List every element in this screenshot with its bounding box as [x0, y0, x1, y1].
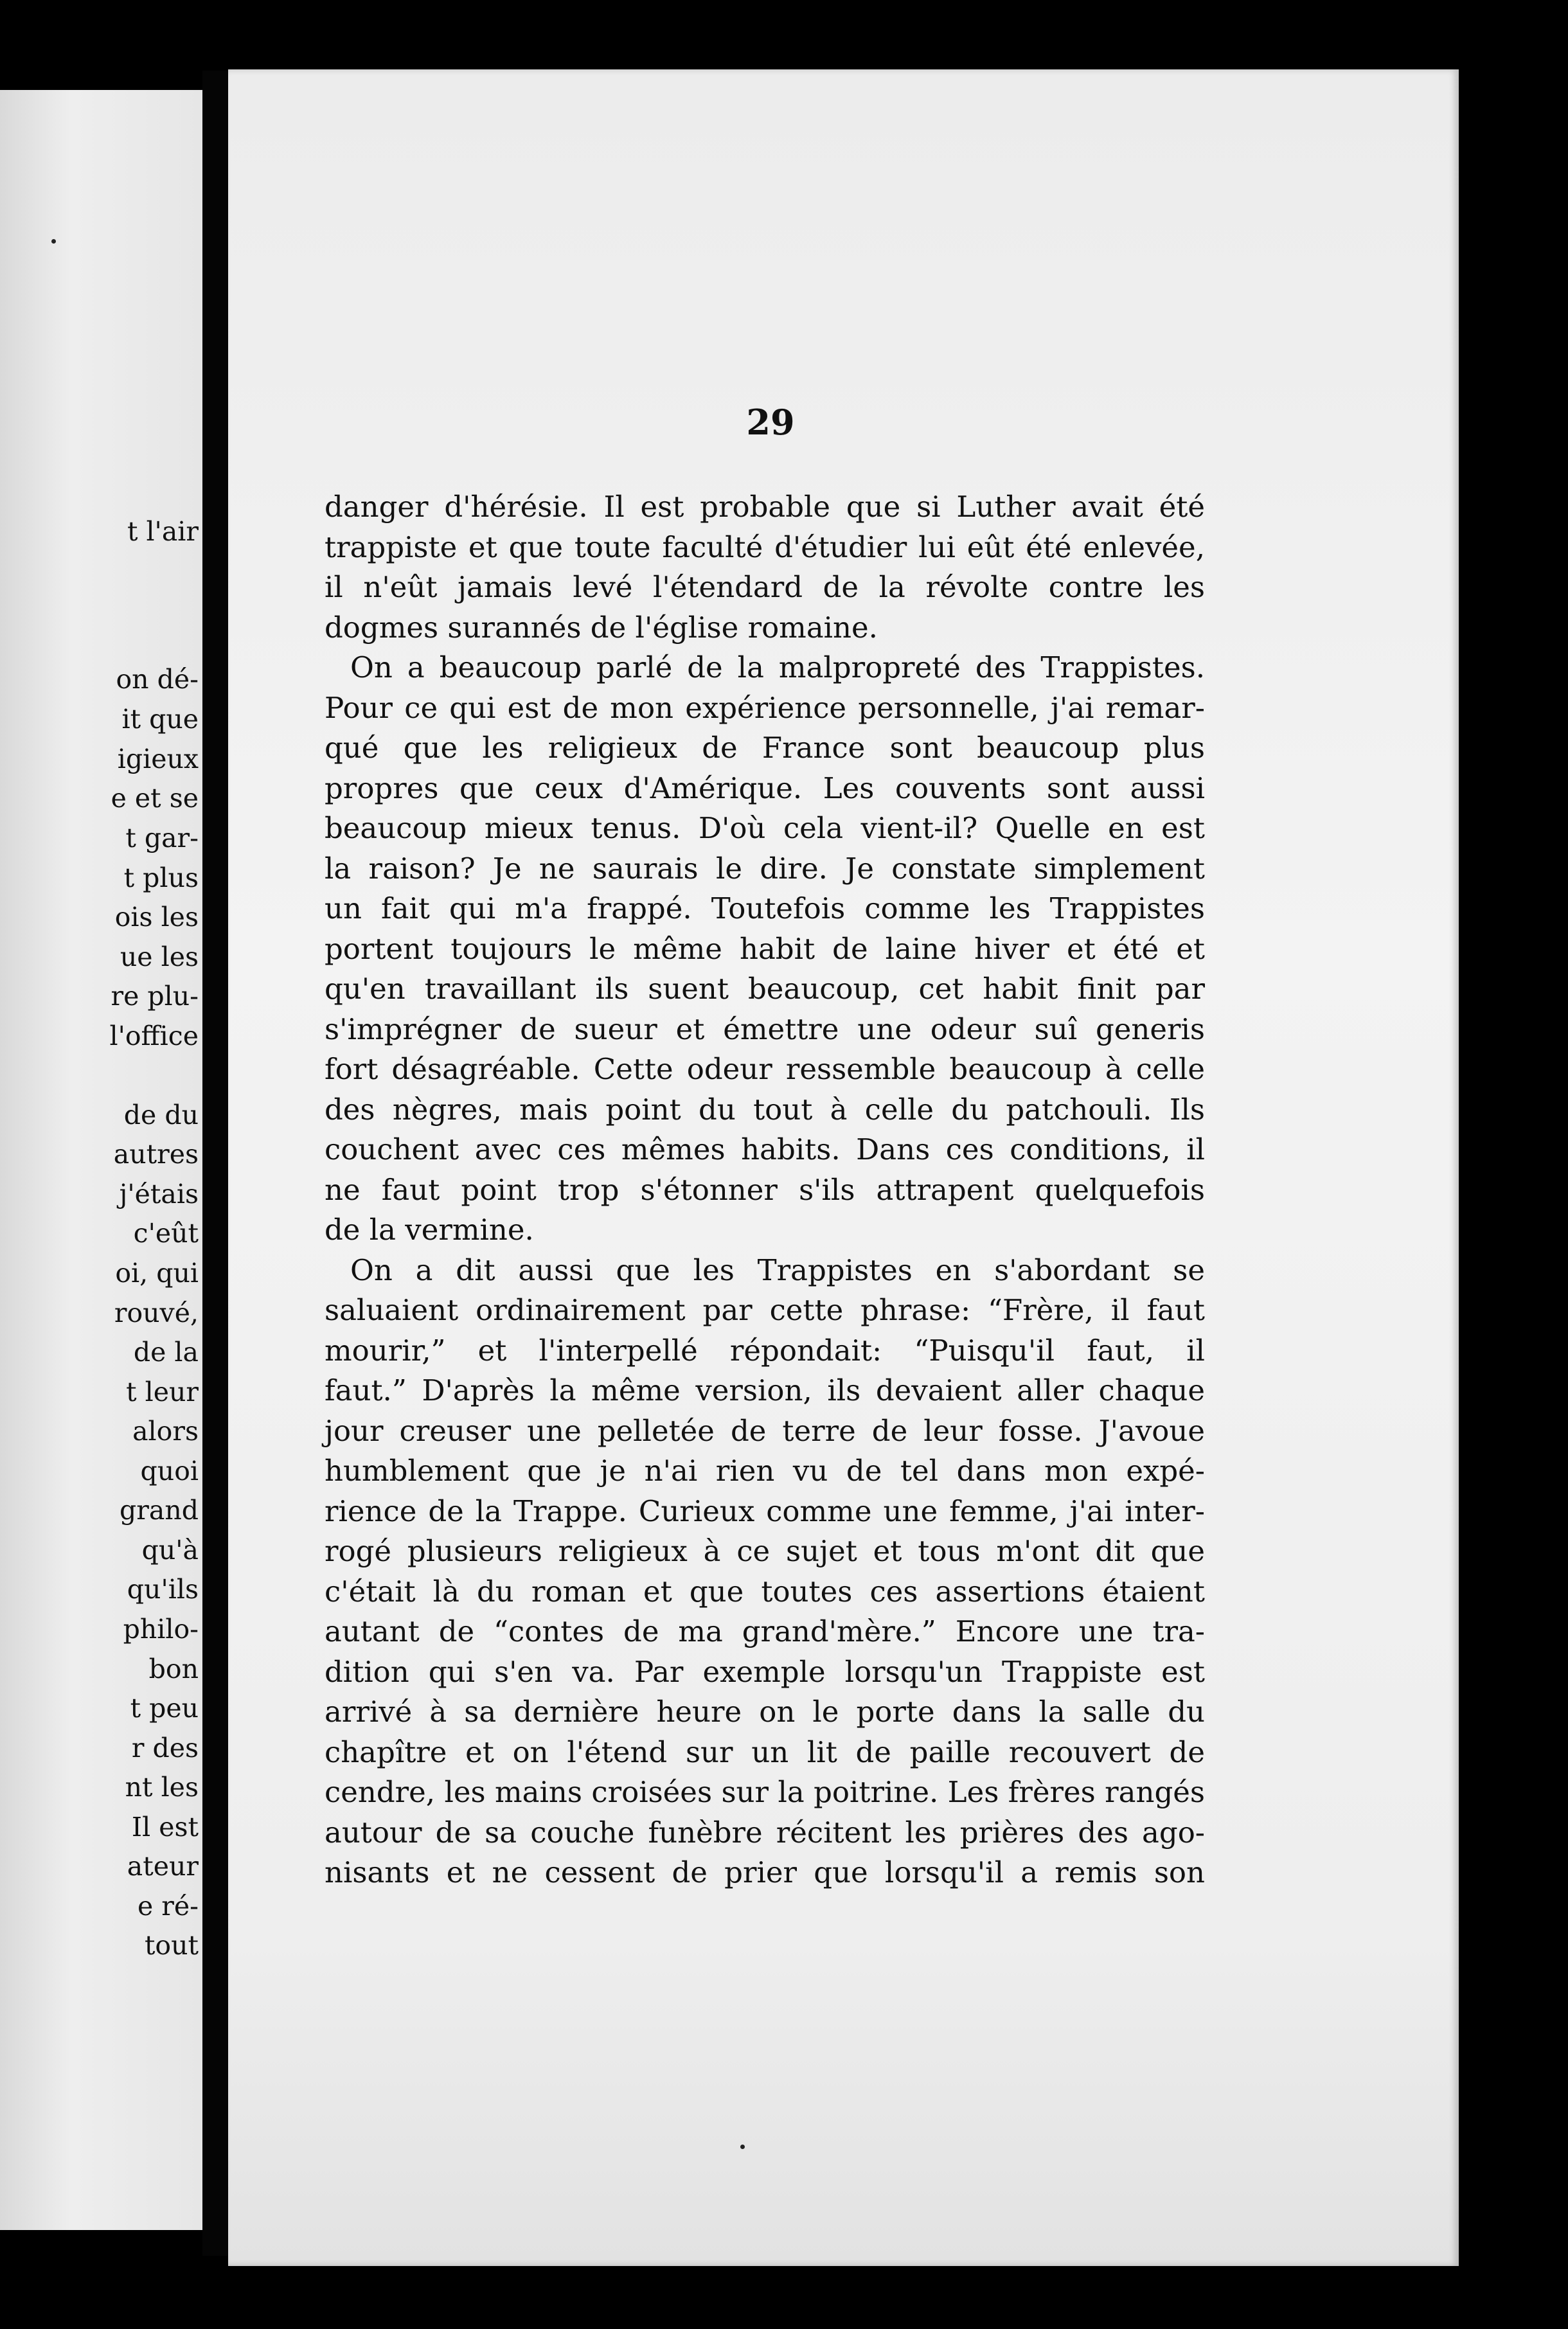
left-text-fragment: alors [132, 1416, 199, 1447]
text-line: danger d'hérésie. Il est probable que si Luther avait été [325, 490, 1205, 524]
left-text-fragment: t peu [130, 1693, 199, 1724]
left-text-fragment: nt les [125, 1772, 199, 1803]
text-line: rience de la Trappe. Curieux comme une femme, j'ai inter- [325, 1494, 1205, 1528]
left-text-fragment: grand [120, 1495, 199, 1526]
left-text-fragment: ue les [120, 941, 199, 972]
left-text-fragment: de la [133, 1337, 199, 1368]
text-line: portent toujours le même habit de laine hiver et été et [325, 931, 1205, 966]
text-line: rogé plusieurs religieux à ce sujet et tous m'ont dit que [325, 1534, 1205, 1568]
left-text-fragment: e ré- [137, 1891, 199, 1922]
left-text-fragment: e et se [111, 783, 199, 814]
body-text [325, 487, 1205, 1893]
left-text-fragment: quoi [140, 1456, 199, 1486]
text-line: des nègres, mais point du tout à celle du patchouli. Ils [325, 1092, 1205, 1127]
left-text-fragment: l'office [109, 1021, 199, 1051]
text-line: dition qui s'en va. Par exemple lorsqu'un Trappiste est [325, 1654, 1205, 1689]
text-line: faut.” D'après la même version, ils devaient aller chaque [325, 1373, 1205, 1407]
left-page-edge [0, 90, 202, 2230]
text-line: ne faut point trop s'étonner s'ils attrapent quelquefois [325, 1172, 1205, 1207]
text-line: couchent avec ces mêmes habits. Dans ces conditions, il [325, 1132, 1205, 1166]
page-number: 29 [746, 402, 795, 443]
paragraph [325, 487, 1205, 648]
left-text-fragment: philo- [123, 1614, 199, 1645]
text-line: On a beaucoup parlé de la malpropreté des Trappistes. [350, 650, 1205, 684]
text-line: il n'eût jamais levé l'étendard de la révolte contre les [325, 570, 1205, 604]
left-text-fragment: Il est [131, 1812, 199, 1843]
text-line: mourir,” et l'interpellé répondait: “Puisqu'il faut, il [325, 1333, 1205, 1368]
text-line: propres que ceux d'Amérique. Les couvents sont aussi [325, 771, 1205, 805]
left-text-fragment: igieux [117, 744, 199, 774]
text-line: cendre, les mains croisées sur la poitrine. Les frères rangés [325, 1775, 1205, 1809]
paper-speck [51, 239, 56, 244]
text-line: c'était là du roman et que toutes ces assertions étaient [325, 1574, 1205, 1609]
text-line: un fait qui m'a frappé. Toutefois comme les Trappistes [325, 891, 1205, 925]
left-text-fragment: oi, qui [115, 1258, 199, 1289]
text-line: qu'en travaillant ils suent beaucoup, cet habit finit par [325, 972, 1205, 1006]
left-text-fragment: it que [121, 704, 199, 735]
left-text-fragment: r des [131, 1733, 199, 1763]
text-line: saluaient ordinairement par cette phrase: “Frère, il faut [325, 1293, 1205, 1327]
text-line: fort désagréable. Cette odeur ressemble beaucoup à celle [325, 1052, 1205, 1086]
left-text-fragment: de du [123, 1100, 199, 1130]
left-text-fragment: re plu- [111, 981, 199, 1012]
left-text-fragment: on dé- [116, 664, 199, 695]
text-line: chapître et on l'étend sur un lit de paille recouvert de [325, 1735, 1205, 1769]
paragraph [325, 1251, 1205, 1893]
text-line: humblement que je n'ai rien vu de tel dans mon expé- [325, 1454, 1205, 1488]
text-line: trappiste et que toute faculté d'étudier lui eût été enlevée, [325, 530, 1205, 564]
book-spine-gutter [202, 71, 231, 2256]
left-text-fragment: c'eût [133, 1218, 199, 1249]
text-line: On a dit aussi que les Trappistes en s'abordant se [350, 1253, 1205, 1287]
text-line: jour creuser une pelletée de terre de leur fosse. J'avoue [325, 1413, 1205, 1448]
left-text-fragment: autres [113, 1139, 199, 1170]
left-text-fragment: t l'air [127, 516, 199, 547]
paragraph [325, 648, 1205, 1251]
text-line: autant de “contes de ma grand'mère.” Encore une tra- [325, 1614, 1205, 1648]
left-text-fragment: qu'à [141, 1535, 199, 1566]
left-text-fragment: t plus [123, 862, 199, 893]
left-text-fragment: t leur [126, 1377, 199, 1407]
left-text-fragment: tout [144, 1930, 199, 1961]
left-text-fragment: rouvé, [114, 1298, 199, 1328]
text-line: dogmes surannés de l'église romaine. [325, 610, 878, 645]
left-text-fragment: qu'ils [127, 1574, 199, 1605]
paper-speck [740, 2145, 745, 2149]
text-line: Pour ce qui est de mon expérience personnelle, j'ai remar- [325, 690, 1205, 725]
text-line: s'imprégner de sueur et émettre une odeur suî generis [325, 1012, 1205, 1046]
text-line: beaucoup mieux tenus. D'où cela vient-il? Quelle en est [325, 811, 1205, 845]
left-text-fragment: bon [148, 1654, 199, 1684]
text-line: arrivé à sa dernière heure on le porte dans la salle du [325, 1695, 1205, 1729]
left-text-fragment: ois les [114, 902, 199, 932]
text-line: nisants et ne cessent de prier que lorsqu'il a remis son [325, 1855, 1205, 1889]
left-text-fragment: t gar- [125, 823, 199, 853]
left-text-fragment: ateur [127, 1851, 199, 1882]
text-line: de la vermine. [325, 1213, 534, 1247]
text-line: qué que les religieux de France sont beaucoup plus [325, 731, 1205, 765]
left-text-fragment: j'étais [119, 1179, 199, 1209]
text-line: la raison? Je ne saurais le dire. Je constate simplement [325, 851, 1205, 886]
text-line: autour de sa couche funèbre récitent les prières des ago- [325, 1815, 1205, 1850]
